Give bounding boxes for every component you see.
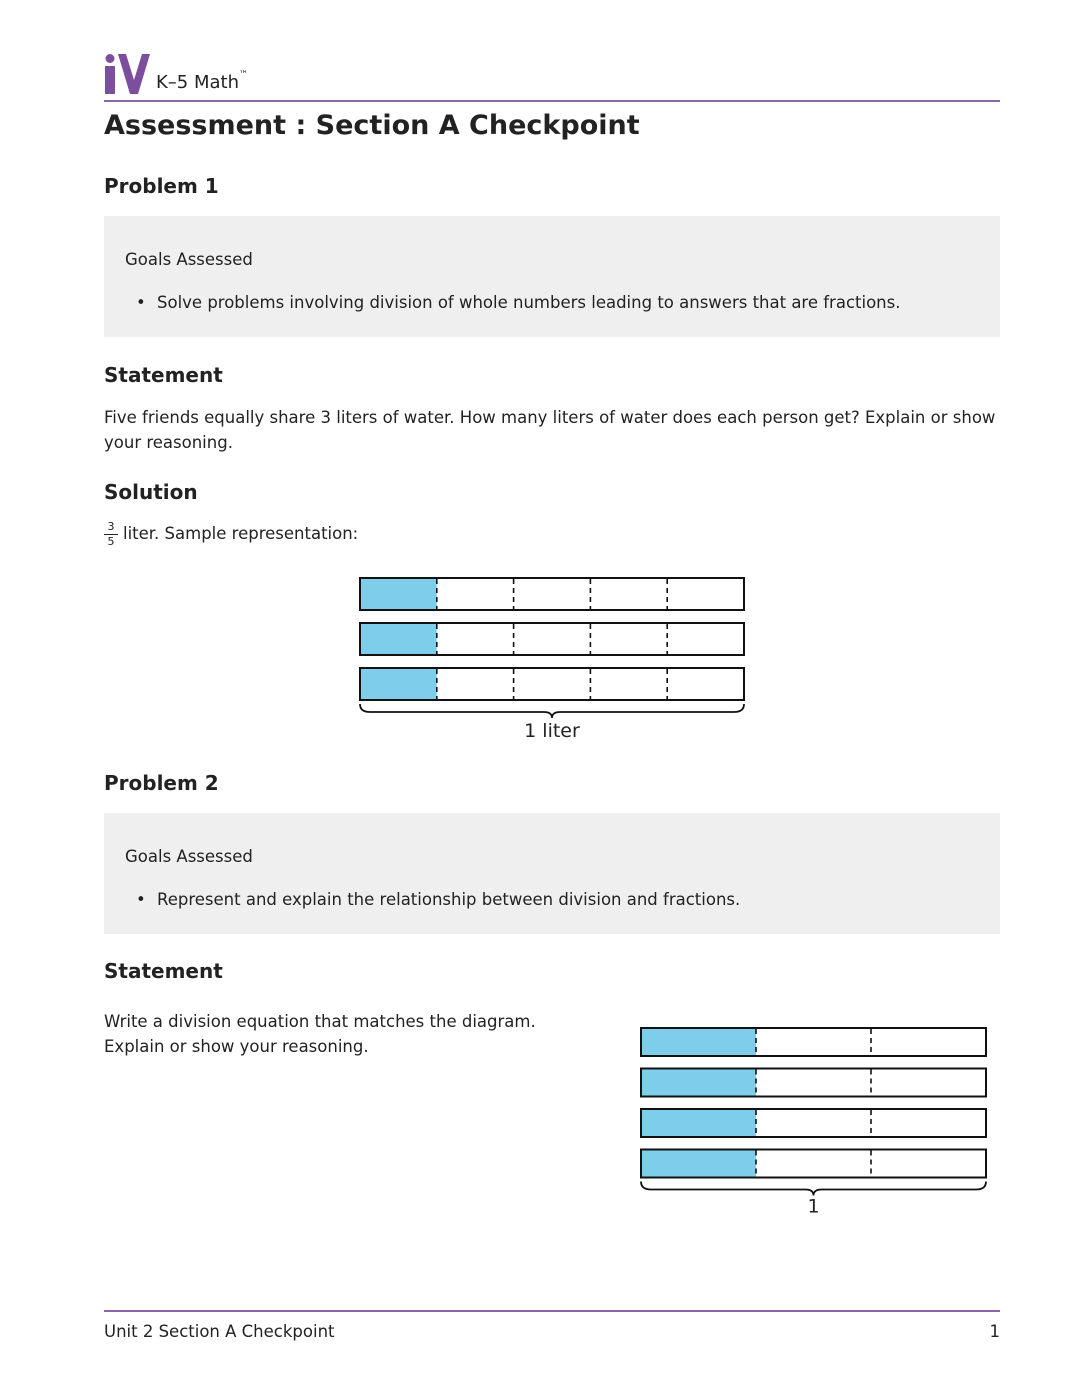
shaded-part bbox=[641, 1109, 756, 1137]
page-title: Assessment : Section A Checkpoint bbox=[104, 110, 640, 141]
problem-1-statement-text: Five friends equally share 3 liters of water. How many liters of water does each person get? Explain or show your reasoning. bbox=[104, 408, 996, 452]
shaded-part bbox=[641, 1069, 756, 1097]
shaded-part bbox=[360, 623, 437, 655]
goal-item: • Represent and explain the relationship between division and fractions. bbox=[136, 890, 741, 909]
goals-label: Goals Assessed bbox=[125, 847, 253, 866]
tape-bar bbox=[641, 1069, 986, 1097]
product-name: K–5 Math™ bbox=[156, 70, 249, 93]
footer-unit-label: Unit 2 Section A Checkpoint bbox=[104, 1322, 335, 1341]
brace bbox=[641, 1182, 986, 1196]
tape-bar bbox=[641, 1150, 986, 1178]
shaded-part bbox=[641, 1028, 756, 1056]
problem-2-statement-text: Write a division equation that matches the diagram. Explain or show your reasoning. bbox=[104, 1012, 536, 1056]
tape-bar bbox=[641, 1109, 986, 1137]
brace-label: 1 bbox=[807, 1195, 820, 1218]
problem-1-statement-heading: Statement bbox=[104, 363, 223, 387]
goals-label: Goals Assessed bbox=[125, 250, 253, 269]
shaded-part bbox=[360, 668, 437, 700]
page-number: 1 bbox=[989, 1322, 1000, 1341]
brace bbox=[360, 704, 744, 718]
problem-1-heading: Problem 1 bbox=[104, 174, 219, 198]
problem-2-goals-panel bbox=[104, 813, 1000, 934]
fraction-numerator: 3 bbox=[104, 521, 118, 535]
problem-1-goals-panel bbox=[104, 216, 1000, 337]
im-logo-icon bbox=[104, 54, 152, 94]
solution-fraction bbox=[104, 521, 118, 548]
tape-bar bbox=[360, 623, 744, 655]
fraction-denominator: 5 bbox=[107, 535, 115, 548]
tape-diagram-whole bbox=[639, 1026, 989, 1226]
goal-item: • Solve problems involving division of whole numbers leading to answers that are fractions. bbox=[136, 293, 901, 312]
shaded-part bbox=[641, 1150, 756, 1178]
solution-text: liter. Sample representation: bbox=[123, 524, 359, 543]
tape-bar bbox=[641, 1028, 986, 1056]
footer-rule bbox=[104, 1310, 1000, 1312]
problem-1-solution-heading: Solution bbox=[104, 480, 198, 504]
tape-diagram-liters bbox=[358, 576, 748, 756]
tape-bar bbox=[360, 668, 744, 700]
header-rule bbox=[104, 100, 1000, 102]
brace-label: 1 liter bbox=[524, 720, 580, 742]
shaded-part bbox=[360, 578, 437, 610]
problem-2-heading: Problem 2 bbox=[104, 771, 219, 795]
tape-bar bbox=[360, 578, 744, 610]
problem-2-statement-heading: Statement bbox=[104, 959, 223, 983]
